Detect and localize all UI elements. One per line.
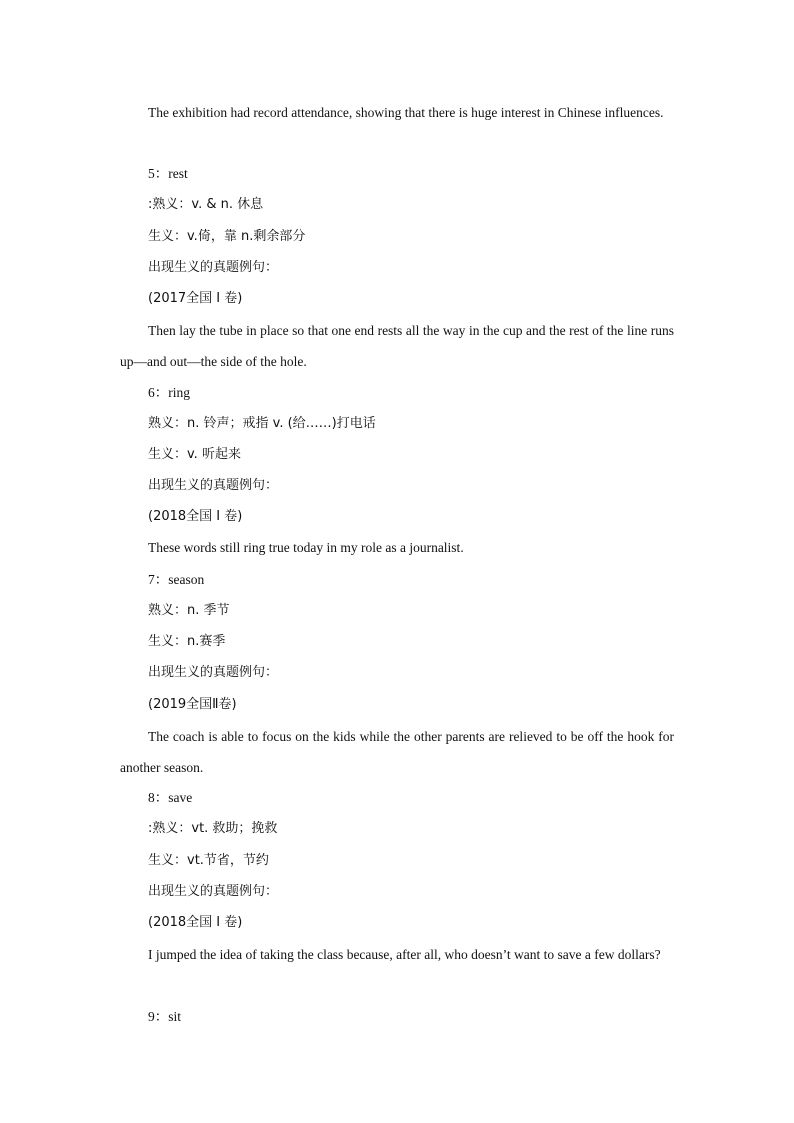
example-intro-season: 出现生义的真题例句： xyxy=(148,665,279,680)
exam-source-save: (2018全国 I 卷) xyxy=(148,915,243,930)
exam-source-season: (2019全国Ⅱ卷) xyxy=(148,697,237,712)
new-meaning-ring: 生义：v. 听起来 xyxy=(148,447,241,462)
entry-heading-rest: 5：rest xyxy=(148,166,188,181)
familiar-meaning-ring: 熟义：n. 铃声；戒指 v. (给……)打电话 xyxy=(148,416,376,431)
example-sentence-season: The coach is able to focus on the kids while the other parents are relieved to be off the hook for another season. xyxy=(120,729,674,775)
example-intro-save: 出现生义的真题例句： xyxy=(148,884,279,899)
example-intro-ring: 出现生义的真题例句： xyxy=(148,478,279,493)
example-sentence-save: I jumped the idea of taking the class because, after all, who doesn’t want to save a few dollars? xyxy=(148,947,661,962)
entry-heading-ring: 6：ring xyxy=(148,385,190,400)
example-sentence-rest: Then lay the tube in place so that one end rests all the way in the cup and the rest of the line runs up—and out—the side of the hole. xyxy=(120,323,674,369)
example-sentence-exhibition: The exhibition had record attendance, showing that there is huge interest in Chinese influences. xyxy=(148,105,664,120)
entry-heading-save: 8：save xyxy=(148,790,193,805)
familiar-meaning-save: :熟义：vt. 救助；挽救 xyxy=(148,821,278,836)
familiar-meaning-rest: :熟义：v. & n. 休息 xyxy=(148,197,264,212)
new-meaning-save: 生义：vt.节省，节约 xyxy=(148,853,269,868)
exam-source-rest: (2017全国 I 卷) xyxy=(148,291,243,306)
exam-source-ring: (2018全国 I 卷) xyxy=(148,509,243,524)
entry-heading-sit: 9：sit xyxy=(148,1009,182,1024)
new-meaning-season: 生义：n.赛季 xyxy=(148,634,226,649)
familiar-meaning-season: 熟义：n. 季节 xyxy=(148,603,230,618)
entry-heading-season: 7：season xyxy=(148,572,205,587)
example-sentence-ring: These words still ring true today in my role as a journalist. xyxy=(148,540,464,555)
new-meaning-rest: 生义：v.倚，靠 n.剩余部分 xyxy=(148,229,306,244)
example-intro-rest: 出现生义的真题例句： xyxy=(148,260,279,275)
